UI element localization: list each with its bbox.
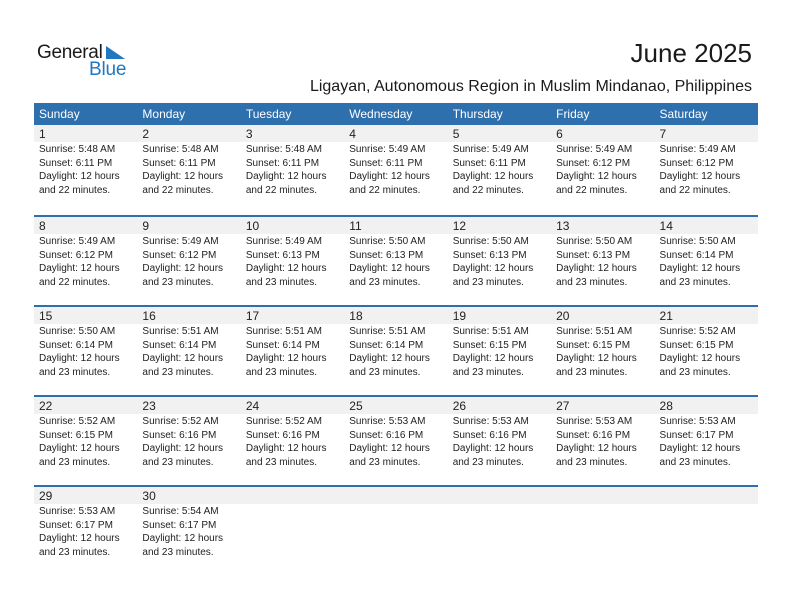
minutes-text: and 23 minutes. bbox=[452, 456, 524, 468]
sun-info bbox=[241, 142, 344, 197]
day-number: 13 bbox=[551, 217, 654, 234]
sun-info bbox=[655, 142, 758, 197]
logo-triangle-icon bbox=[106, 46, 125, 59]
sun-info bbox=[448, 234, 551, 289]
sun-info bbox=[551, 324, 654, 379]
minutes-text: and 23 minutes. bbox=[245, 366, 318, 378]
sunrise-text: Sunrise: 5:48 AM bbox=[245, 144, 322, 155]
sunrise-text: Sunrise: 5:48 AM bbox=[142, 144, 219, 155]
day-cell bbox=[448, 217, 551, 289]
weekday-header-cell: Sunday bbox=[39, 107, 80, 121]
sunrise-text: Sunrise: 5:49 AM bbox=[452, 144, 529, 155]
day-cell bbox=[137, 397, 240, 469]
day-cell bbox=[551, 217, 654, 289]
sunset-text: Sunset: 6:14 PM bbox=[245, 339, 320, 351]
day-number: 21 bbox=[655, 307, 758, 324]
minutes-text: and 23 minutes. bbox=[349, 366, 421, 378]
daylight-text: Daylight: 12 hours bbox=[245, 353, 327, 364]
sunrise-text: Sunrise: 5:51 AM bbox=[452, 326, 529, 337]
sunset-text: Sunset: 6:15 PM bbox=[39, 429, 113, 441]
sunset-text: Sunset: 6:11 PM bbox=[452, 157, 526, 169]
sun-info bbox=[655, 504, 758, 505]
daylight-text: Daylight: 12 hours bbox=[245, 171, 327, 182]
daylight-text: Daylight: 12 hours bbox=[659, 263, 741, 274]
day-number: 5 bbox=[448, 125, 551, 142]
day-number bbox=[448, 487, 551, 504]
day-cell bbox=[551, 397, 654, 469]
daylight-text: Daylight: 12 hours bbox=[349, 263, 430, 274]
sun-info bbox=[448, 414, 551, 469]
day-number: 18 bbox=[344, 307, 447, 324]
minutes-text: and 23 minutes. bbox=[39, 546, 111, 558]
minutes-text: and 22 minutes. bbox=[142, 184, 214, 196]
daylight-text: Daylight: 12 hours bbox=[39, 533, 120, 544]
day-number bbox=[344, 487, 447, 504]
sunset-text: Sunset: 6:16 PM bbox=[349, 429, 424, 441]
daylight-text: Daylight: 12 hours bbox=[556, 263, 637, 274]
sunset-text: Sunset: 6:16 PM bbox=[556, 429, 631, 441]
day-number: 20 bbox=[551, 307, 654, 324]
sunset-text: Sunset: 6:14 PM bbox=[39, 339, 113, 351]
sunset-text: Sunset: 6:11 PM bbox=[245, 157, 320, 169]
page-title: June 2025 bbox=[630, 38, 752, 68]
day-cell bbox=[344, 217, 447, 289]
day-cell bbox=[655, 307, 758, 379]
sunrise-text: Sunrise: 5:53 AM bbox=[556, 416, 633, 427]
sunrise-text: Sunrise: 5:50 AM bbox=[659, 236, 736, 247]
day-number: 30 bbox=[137, 487, 240, 504]
day-cell bbox=[137, 487, 240, 559]
location-subtitle: Ligayan, Autonomous Region in Muslim Mindanao, Philippines bbox=[309, 78, 752, 95]
minutes-text: and 23 minutes. bbox=[142, 276, 214, 288]
weekday-header bbox=[34, 103, 758, 125]
day-cell bbox=[344, 125, 447, 197]
daylight-text: Daylight: 12 hours bbox=[349, 443, 430, 454]
minutes-text: and 23 minutes. bbox=[659, 276, 731, 288]
day-number: 24 bbox=[241, 397, 344, 414]
day-number: 4 bbox=[344, 125, 447, 142]
daylight-text: Daylight: 12 hours bbox=[142, 171, 224, 182]
sun-info bbox=[344, 324, 447, 379]
day-number: 1 bbox=[34, 125, 137, 142]
empty-day-cell bbox=[241, 487, 344, 559]
day-number: 28 bbox=[655, 397, 758, 414]
sunset-text: Sunset: 6:14 PM bbox=[659, 249, 734, 261]
sunrise-text: Sunrise: 5:51 AM bbox=[556, 326, 633, 337]
sun-info bbox=[344, 504, 447, 505]
sunrise-text: Sunrise: 5:51 AM bbox=[349, 326, 426, 337]
minutes-text: and 23 minutes. bbox=[556, 456, 628, 468]
minutes-text: and 23 minutes. bbox=[39, 366, 111, 378]
weekday-header-cell: Thursday bbox=[452, 107, 503, 121]
day-number: 11 bbox=[344, 217, 447, 234]
sunset-text: Sunset: 6:15 PM bbox=[659, 339, 734, 351]
sunset-text: Sunset: 6:13 PM bbox=[556, 249, 631, 261]
daylight-text: Daylight: 12 hours bbox=[452, 353, 534, 364]
minutes-text: and 23 minutes. bbox=[659, 456, 731, 468]
sun-info bbox=[241, 324, 344, 379]
sunset-text: Sunset: 6:16 PM bbox=[142, 429, 217, 441]
sunset-text: Sunset: 6:14 PM bbox=[142, 339, 217, 351]
minutes-text: and 22 minutes. bbox=[39, 276, 111, 288]
sun-info bbox=[241, 234, 344, 289]
sunset-text: Sunset: 6:11 PM bbox=[39, 157, 113, 169]
sun-info bbox=[551, 142, 654, 197]
daylight-text: Daylight: 12 hours bbox=[349, 353, 430, 364]
day-cell bbox=[655, 217, 758, 289]
sunset-text: Sunset: 6:16 PM bbox=[245, 429, 320, 441]
sun-info bbox=[344, 414, 447, 469]
daylight-text: Daylight: 12 hours bbox=[556, 443, 637, 454]
day-number: 8 bbox=[34, 217, 137, 234]
minutes-text: and 23 minutes. bbox=[556, 366, 628, 378]
minutes-text: and 22 minutes. bbox=[245, 184, 318, 196]
minutes-text: and 23 minutes. bbox=[142, 546, 214, 558]
sunset-text: Sunset: 6:13 PM bbox=[452, 249, 527, 261]
sunrise-text: Sunrise: 5:53 AM bbox=[659, 416, 736, 427]
sunrise-text: Sunrise: 5:50 AM bbox=[452, 236, 529, 247]
day-number: 26 bbox=[448, 397, 551, 414]
sunset-text: Sunset: 6:12 PM bbox=[39, 249, 113, 261]
empty-day-cell bbox=[655, 487, 758, 559]
sunset-text: Sunset: 6:12 PM bbox=[556, 157, 631, 169]
sunset-text: Sunset: 6:17 PM bbox=[142, 519, 217, 531]
logo-text-blue: Blue bbox=[89, 59, 127, 80]
daylight-text: Daylight: 12 hours bbox=[142, 353, 224, 364]
sunrise-text: Sunrise: 5:50 AM bbox=[349, 236, 426, 247]
weekday-header-cell: Monday bbox=[142, 107, 186, 121]
sun-info bbox=[241, 414, 344, 469]
daylight-text: Daylight: 12 hours bbox=[659, 443, 741, 454]
minutes-text: and 23 minutes. bbox=[349, 456, 421, 468]
day-cell bbox=[448, 125, 551, 197]
sunrise-text: Sunrise: 5:49 AM bbox=[142, 236, 219, 247]
sun-info bbox=[344, 234, 447, 289]
day-cell bbox=[655, 397, 758, 469]
sunrise-text: Sunrise: 5:53 AM bbox=[452, 416, 529, 427]
sunset-text: Sunset: 6:12 PM bbox=[659, 157, 734, 169]
day-number: 10 bbox=[241, 217, 344, 234]
generalblue-logo bbox=[37, 42, 137, 82]
day-cell bbox=[655, 125, 758, 197]
sunrise-text: Sunrise: 5:52 AM bbox=[659, 326, 736, 337]
day-cell bbox=[137, 125, 240, 197]
daylight-text: Daylight: 12 hours bbox=[142, 263, 224, 274]
daylight-text: Daylight: 12 hours bbox=[452, 171, 534, 182]
day-cell bbox=[34, 217, 137, 289]
sunrise-text: Sunrise: 5:51 AM bbox=[245, 326, 322, 337]
sun-info bbox=[137, 504, 240, 559]
sun-info bbox=[137, 324, 240, 379]
sun-info bbox=[241, 504, 344, 505]
day-cell bbox=[448, 307, 551, 379]
day-number: 22 bbox=[34, 397, 137, 414]
sunset-text: Sunset: 6:11 PM bbox=[142, 157, 216, 169]
day-number bbox=[551, 487, 654, 504]
sunrise-text: Sunrise: 5:52 AM bbox=[39, 416, 116, 427]
calendar-week-row bbox=[34, 125, 758, 215]
sunset-text: Sunset: 6:16 PM bbox=[452, 429, 527, 441]
sun-info bbox=[655, 414, 758, 469]
day-number: 16 bbox=[137, 307, 240, 324]
empty-day-cell bbox=[448, 487, 551, 559]
daylight-text: Daylight: 12 hours bbox=[452, 443, 534, 454]
sun-info bbox=[551, 504, 654, 505]
sun-info bbox=[448, 324, 551, 379]
day-number: 27 bbox=[551, 397, 654, 414]
day-cell bbox=[551, 307, 654, 379]
day-cell bbox=[137, 217, 240, 289]
day-cell bbox=[241, 397, 344, 469]
daylight-text: Daylight: 12 hours bbox=[142, 533, 224, 544]
weekday-header-cell: Friday bbox=[556, 107, 590, 121]
sun-info bbox=[137, 142, 240, 197]
minutes-text: and 23 minutes. bbox=[142, 456, 214, 468]
day-number: 12 bbox=[448, 217, 551, 234]
calendar-week-row bbox=[34, 485, 758, 575]
sun-info bbox=[655, 234, 758, 289]
daylight-text: Daylight: 12 hours bbox=[659, 171, 741, 182]
sunrise-text: Sunrise: 5:49 AM bbox=[556, 144, 633, 155]
minutes-text: and 23 minutes. bbox=[349, 276, 421, 288]
day-cell bbox=[344, 397, 447, 469]
day-cell bbox=[241, 125, 344, 197]
day-number: 3 bbox=[241, 125, 344, 142]
sunset-text: Sunset: 6:11 PM bbox=[349, 157, 423, 169]
sun-info bbox=[34, 142, 137, 197]
day-number: 2 bbox=[137, 125, 240, 142]
day-cell bbox=[344, 307, 447, 379]
minutes-text: and 22 minutes. bbox=[39, 184, 111, 196]
day-cell bbox=[34, 125, 137, 197]
calendar-week-row bbox=[34, 305, 758, 395]
sun-info bbox=[448, 142, 551, 197]
sunrise-text: Sunrise: 5:52 AM bbox=[142, 416, 219, 427]
weekday-header-cell: Saturday bbox=[659, 107, 708, 121]
day-number: 25 bbox=[344, 397, 447, 414]
minutes-text: and 23 minutes. bbox=[452, 366, 524, 378]
sun-info bbox=[655, 324, 758, 379]
sun-info bbox=[551, 414, 654, 469]
day-cell bbox=[448, 397, 551, 469]
daylight-text: Daylight: 12 hours bbox=[349, 171, 430, 182]
day-cell bbox=[551, 125, 654, 197]
sunrise-text: Sunrise: 5:49 AM bbox=[659, 144, 736, 155]
sunrise-text: Sunrise: 5:53 AM bbox=[349, 416, 426, 427]
day-number: 15 bbox=[34, 307, 137, 324]
sun-info bbox=[34, 234, 137, 289]
logo-text-general: General bbox=[37, 42, 103, 63]
sunrise-text: Sunrise: 5:54 AM bbox=[142, 506, 219, 517]
sunrise-text: Sunrise: 5:51 AM bbox=[142, 326, 219, 337]
day-number: 23 bbox=[137, 397, 240, 414]
day-number: 7 bbox=[655, 125, 758, 142]
sunset-text: Sunset: 6:15 PM bbox=[452, 339, 527, 351]
calendar-week-row bbox=[34, 215, 758, 305]
day-cell bbox=[137, 307, 240, 379]
sunrise-text: Sunrise: 5:49 AM bbox=[349, 144, 426, 155]
minutes-text: and 22 minutes. bbox=[349, 184, 421, 196]
daylight-text: Daylight: 12 hours bbox=[39, 263, 120, 274]
daylight-text: Daylight: 12 hours bbox=[142, 443, 224, 454]
calendar-week-row bbox=[34, 395, 758, 485]
minutes-text: and 22 minutes. bbox=[452, 184, 524, 196]
minutes-text: and 23 minutes. bbox=[659, 366, 731, 378]
sun-info bbox=[551, 234, 654, 289]
daylight-text: Daylight: 12 hours bbox=[556, 353, 637, 364]
minutes-text: and 22 minutes. bbox=[659, 184, 731, 196]
sunset-text: Sunset: 6:17 PM bbox=[39, 519, 113, 531]
weekday-header-cell: Tuesday bbox=[245, 107, 292, 121]
day-number: 6 bbox=[551, 125, 654, 142]
sun-info bbox=[34, 504, 137, 559]
day-number: 9 bbox=[137, 217, 240, 234]
sunrise-text: Sunrise: 5:49 AM bbox=[39, 236, 116, 247]
sun-info bbox=[137, 234, 240, 289]
daylight-text: Daylight: 12 hours bbox=[245, 263, 327, 274]
day-cell bbox=[34, 397, 137, 469]
day-cell bbox=[34, 487, 137, 559]
minutes-text: and 23 minutes. bbox=[245, 276, 318, 288]
daylight-text: Daylight: 12 hours bbox=[245, 443, 327, 454]
daylight-text: Daylight: 12 hours bbox=[659, 353, 741, 364]
calendar-grid bbox=[34, 103, 758, 575]
sun-info bbox=[448, 504, 551, 505]
day-number bbox=[655, 487, 758, 504]
day-number: 19 bbox=[448, 307, 551, 324]
calendar-weeks bbox=[34, 125, 758, 575]
sun-info bbox=[34, 324, 137, 379]
sunset-text: Sunset: 6:13 PM bbox=[349, 249, 424, 261]
day-number: 29 bbox=[34, 487, 137, 504]
daylight-text: Daylight: 12 hours bbox=[39, 443, 120, 454]
minutes-text: and 23 minutes. bbox=[556, 276, 628, 288]
day-number: 17 bbox=[241, 307, 344, 324]
empty-day-cell bbox=[344, 487, 447, 559]
weekday-header-cell: Wednesday bbox=[349, 107, 413, 121]
day-number: 14 bbox=[655, 217, 758, 234]
sunset-text: Sunset: 6:13 PM bbox=[245, 249, 320, 261]
minutes-text: and 23 minutes. bbox=[142, 366, 214, 378]
minutes-text: and 23 minutes. bbox=[452, 276, 524, 288]
sunset-text: Sunset: 6:14 PM bbox=[349, 339, 424, 351]
minutes-text: and 23 minutes. bbox=[39, 456, 111, 468]
sunrise-text: Sunrise: 5:48 AM bbox=[39, 144, 116, 155]
sunset-text: Sunset: 6:12 PM bbox=[142, 249, 217, 261]
sunset-text: Sunset: 6:17 PM bbox=[659, 429, 734, 441]
sunrise-text: Sunrise: 5:50 AM bbox=[556, 236, 633, 247]
sunrise-text: Sunrise: 5:53 AM bbox=[39, 506, 116, 517]
minutes-text: and 22 minutes. bbox=[556, 184, 628, 196]
sun-info bbox=[344, 142, 447, 197]
day-number bbox=[241, 487, 344, 504]
sunrise-text: Sunrise: 5:52 AM bbox=[245, 416, 322, 427]
minutes-text: and 23 minutes. bbox=[245, 456, 318, 468]
empty-day-cell bbox=[551, 487, 654, 559]
daylight-text: Daylight: 12 hours bbox=[39, 171, 120, 182]
sunrise-text: Sunrise: 5:50 AM bbox=[39, 326, 116, 337]
day-cell bbox=[34, 307, 137, 379]
day-cell bbox=[241, 307, 344, 379]
daylight-text: Daylight: 12 hours bbox=[556, 171, 637, 182]
sun-info bbox=[34, 414, 137, 469]
day-cell bbox=[241, 217, 344, 289]
daylight-text: Daylight: 12 hours bbox=[452, 263, 534, 274]
sunset-text: Sunset: 6:15 PM bbox=[556, 339, 631, 351]
sun-info bbox=[137, 414, 240, 469]
daylight-text: Daylight: 12 hours bbox=[39, 353, 120, 364]
sunrise-text: Sunrise: 5:49 AM bbox=[245, 236, 322, 247]
